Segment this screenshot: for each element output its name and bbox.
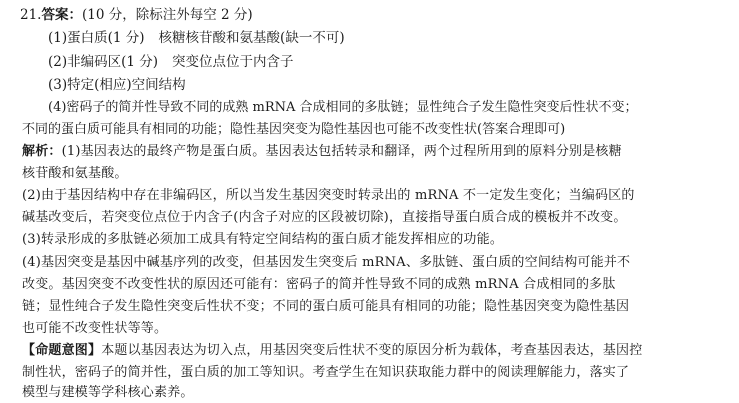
explanation-4-line-4: 也可能不改变性状等等。 xyxy=(22,321,168,336)
answer-header xyxy=(20,5,253,25)
explanation-4-line-1: (4)基因突变是基因中碱基序列的改变，但基因发生突变后 mRNA、多肽链、蛋白质的空间结构可能并不 xyxy=(22,255,631,270)
explanation-1-text: (1)基因表达的最终产物是蛋白质。基因表达包括转录和翻译，两个过程所用到的原料分别是核糖 xyxy=(61,144,622,159)
explanation-2-line-1: (2)由于基因结构中存在非编码区，所以当发生基因突变时转录出的 mRNA 不一定发生变化；当编码区的 xyxy=(22,188,635,203)
answer-item-4-line-2: 不同的蛋白质可能具有相同的功能；隐性基因突变为隐性基因也可能不改变性状(答案合理即可) xyxy=(22,122,566,137)
explanation-2-line-2: 碱基改变后，若突变位点位于内含子(内含子对应的区段被切除)，直接指导蛋白质合成的模板并不改变。 xyxy=(22,210,627,225)
question-number: 21. xyxy=(20,7,42,23)
answer-item-1 xyxy=(48,28,345,48)
answer-1b: 核糖核苷酸和氨基酸(缺一不可) xyxy=(158,30,345,46)
answer-2b: 突变位点位于内含子 xyxy=(172,54,294,70)
explanation-label: 解析： xyxy=(22,144,62,159)
intent-text: 本题以基因表达为切入点，用基因突变后性状不变的原因分析为载体，考查基因表达，基因控 xyxy=(101,343,643,358)
answer-2a: (2)非编码区(1 分) xyxy=(48,54,159,70)
answer-label: 答案： xyxy=(41,7,82,23)
answer-item-4-line-1: (4)密码子的简并性导致不同的成熟 mRNA 合成相同的多肽链；显性纯合子发生隐性突变后性状不变； xyxy=(48,100,638,115)
explanation-1-line-2: 核苷酸和氨基酸。 xyxy=(22,166,128,181)
intent-line-1 xyxy=(22,341,642,361)
intent-label: 【命题意图】 xyxy=(22,343,102,358)
explanation-4-line-2: 改变。基因突变不改变性状的原因还可能有：密码子的简并性导致不同的成熟 mRNA 合成相同的多肽 xyxy=(22,277,616,292)
answer-note: (10 分，除标注外每空 2 分) xyxy=(81,7,253,23)
intent-line-2: 制性状，密码子的简并性，蛋白质的加工等知识。考查学生在知识获取能力群中的阅读理解能力，落实了 xyxy=(22,365,630,380)
answer-item-2 xyxy=(48,52,294,72)
answer-1a: (1)蛋白质(1 分) xyxy=(48,30,145,46)
intent-line-3: 模型与建模等学科核心素养。 xyxy=(22,385,194,400)
explanation-1-line-1 xyxy=(22,142,622,162)
explanation-3: (3)转录形成的多肽链必须加工成具有特定空间结构的蛋白质才能发挥相应的功能。 xyxy=(22,232,504,247)
explanation-4-line-3: 链；显性纯合子发生隐性突变后性状不变；不同的蛋白质可能具有相同的功能；隐性基因突变为隐性基因 xyxy=(22,299,630,314)
answer-item-3: (3)特定(相应)空间结构 xyxy=(48,77,186,93)
